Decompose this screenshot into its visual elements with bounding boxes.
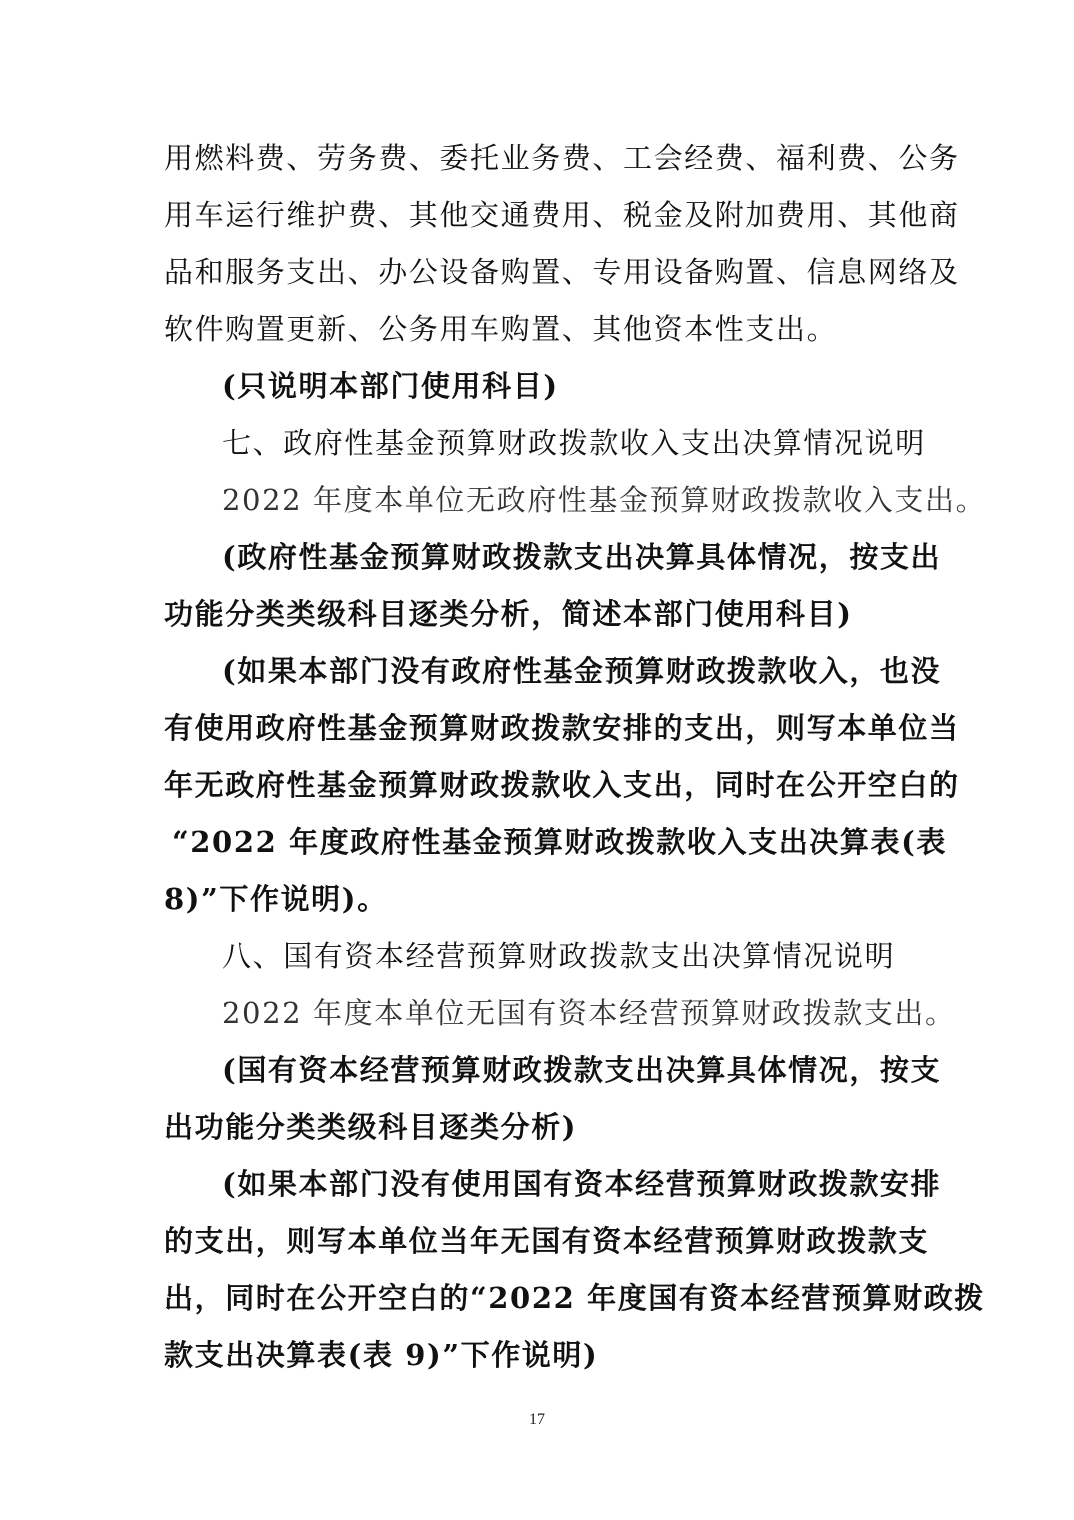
body-line-3: 品和服务支出、办公设备购置、专用设备购置、信息网络及 [164, 255, 960, 289]
note-line-10: (如果本部门没有使用国有资本经营预算财政拨款安排 [222, 1167, 942, 1201]
note-line-3: (如果本部门没有政府性基金预算财政拨款收入，也没 [222, 654, 942, 688]
note-line-8: (国有资本经营预算财政拨款支出决算具体情况，按支 [222, 1053, 942, 1087]
note-line-4: 有使用政府性基金预算财政拨款安排的支出，则写本单位当 [164, 711, 960, 745]
section-heading-7: 七、政府性基金预算财政拨款收入支出决算情况说明 [222, 426, 926, 460]
note-line-12: 出，同时在公开空白的“2022 年度国有资本经营预算财政拨 [164, 1281, 985, 1315]
note-line-2: 功能分类类级科目逐类分析，简述本部门使用科目) [164, 597, 853, 631]
body-line-1: 用燃料费、劳务费、委托业务费、工会经费、福利费、公务 [164, 141, 960, 175]
note-line-1: (政府性基金预算财政拨款支出决算具体情况，按支出 [222, 540, 942, 574]
note-line-9: 出功能分类类级科目逐类分析) [164, 1110, 578, 1144]
body-line-4: 软件购置更新、公务用车购置、其他资本性支出。 [164, 312, 838, 346]
note-line-5: 年无政府性基金预算财政拨款收入支出，同时在公开空白的 [164, 768, 960, 802]
body-line-2: 用车运行维护费、其他交通费用、税金及附加费用、其他商 [164, 198, 960, 232]
section-8-statement: 2022 年度本单位无国有资本经营预算财政拨款支出。 [222, 996, 956, 1030]
section-heading-8: 八、国有资本经营预算财政拨款支出决算情况说明 [222, 939, 896, 973]
note-line-6: “2022 年度政府性基金预算财政拨款收入支出决算表(表 [172, 825, 948, 859]
note-line-13: 款支出决算表(表 9)”下作说明) [164, 1338, 599, 1372]
note-line-11: 的支出，则写本单位当年无国有资本经营预算财政拨款支 [164, 1224, 930, 1258]
section-7-statement: 2022 年度本单位无政府性基金预算财政拨款收入支出。 [222, 483, 987, 517]
note-only-used-subjects: (只说明本部门使用科目) [222, 369, 559, 403]
page-number: 17 [529, 1411, 545, 1428]
note-line-7: 8)”下作说明)。 [164, 882, 388, 916]
